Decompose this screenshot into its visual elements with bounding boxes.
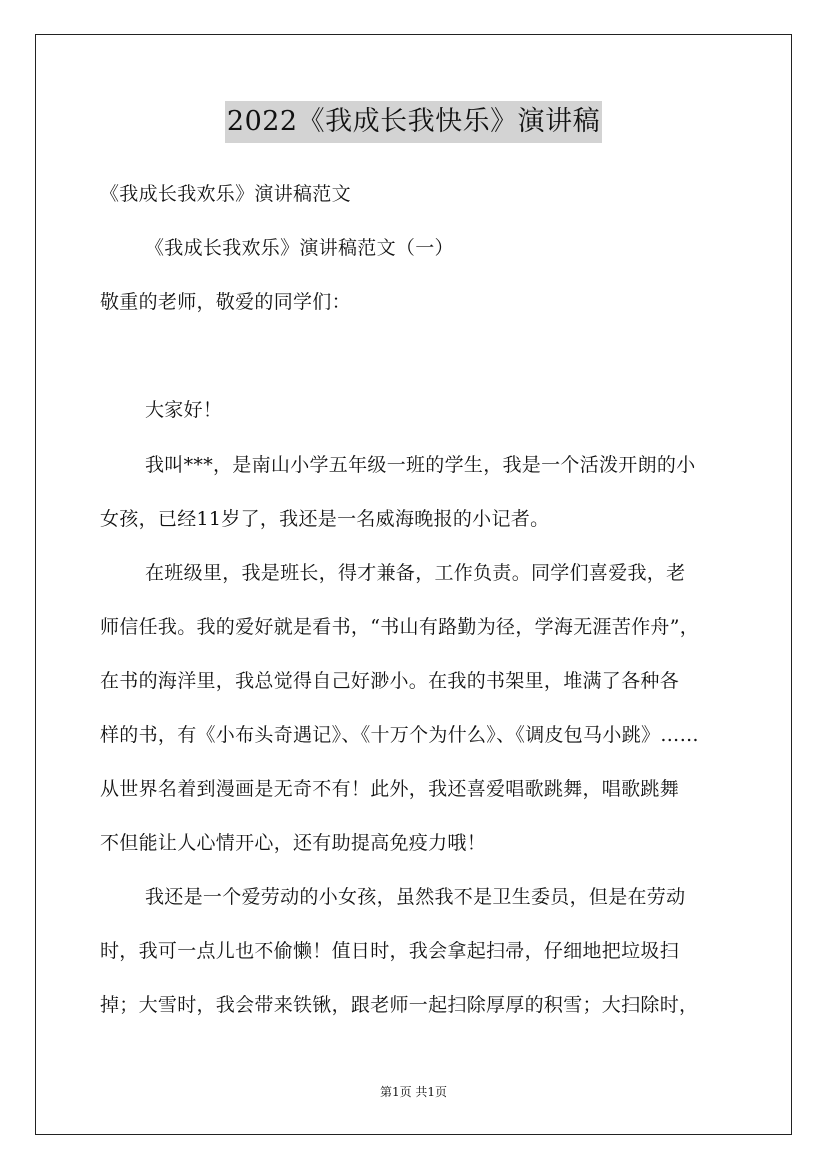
body-line: 时，我可一点儿也不偷懒！值日时，我会拿起扫帚，仔细地把垃圾扫 — [100, 940, 680, 962]
document-title: 2022《我成长我快乐》演讲稿 — [225, 101, 602, 143]
page-footer: 第1页 共1页 — [379, 1085, 448, 1099]
body-line: 师信任我。我的爱好就是看书，“书山有路勤为径，学海无涯苦作舟”， — [100, 616, 700, 638]
body-line: 在书的海洋里，我总觉得自己好渺小。在我的书架里，堆满了各种各 — [100, 670, 680, 692]
body-line: 不但能让人心情开心，还有助提高免疫力哦！ — [100, 832, 487, 854]
body-line: 掉；大雪时，我会带来铁锹，跟老师一起扫除厚厚的积雪；大扫除时， — [100, 994, 699, 1016]
body-line: 女孩，已经11岁了，我还是一名威海晚报的小记者。 — [100, 508, 550, 530]
salutation: 敬重的老师，敬爱的同学们： — [100, 291, 351, 313]
title-container — [0, 101, 827, 143]
body-line: 我叫***，是南山小学五年级一班的学生，我是一个活泼开朗的小 — [145, 454, 696, 476]
document-subtitle: 《我成长我欢乐》演讲稿范文 — [100, 183, 351, 205]
body-line: 我还是一个爱劳动的小女孩，虽然我不是卫生委员，但是在劳动 — [145, 886, 686, 908]
body-line: 从世界名着到漫画是无奇不有！此外，我还喜爱唱歌跳舞，唱歌跳舞 — [100, 778, 680, 800]
body-line: 样的书，有《小布头奇遇记》、《十万个为什么》、《调皮包马小跳》…… — [100, 724, 699, 746]
greeting: 大家好！ — [145, 399, 223, 421]
section-heading: 《我成长我欢乐》演讲稿范文（一） — [145, 237, 454, 259]
body-line: 在班级里，我是班长，得才兼备，工作负责。同学们喜爱我，老 — [145, 562, 686, 584]
